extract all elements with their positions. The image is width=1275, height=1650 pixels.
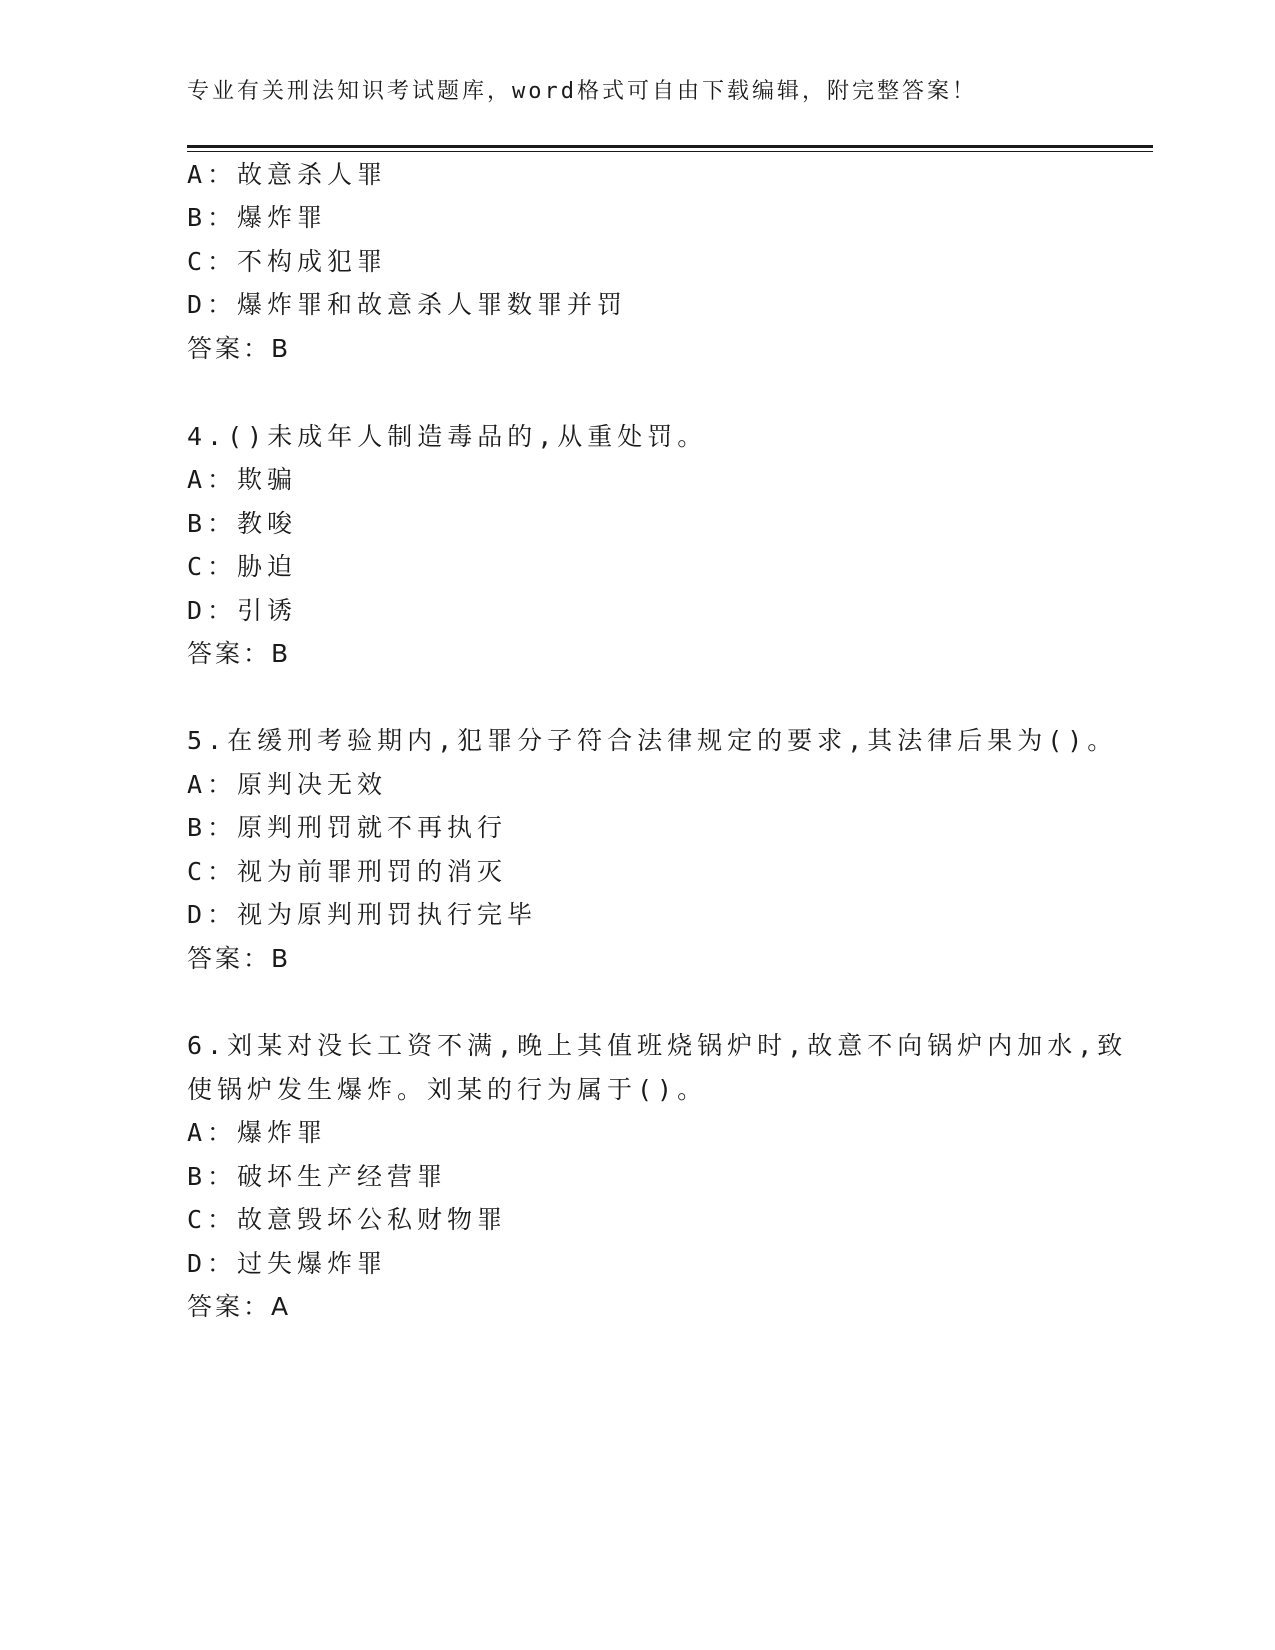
q4-answer: 答案：B: [187, 639, 292, 668]
q4-option-b: B：教唆: [187, 509, 298, 538]
q6-answer: 答案：A: [187, 1292, 292, 1321]
q3-option-b: B：爆炸罪: [187, 203, 328, 232]
q6-option-a: A：爆炸罪: [187, 1118, 328, 1147]
q6-option-b: B：破坏生产经营罪: [187, 1162, 448, 1191]
q6-option-d: D：过失爆炸罪: [187, 1249, 388, 1278]
q4-option-c: C：胁迫: [187, 552, 298, 581]
q4-question: 4.()未成年人制造毒品的,从重处罚。: [187, 422, 708, 451]
q4-option-d: D：引诱: [187, 596, 298, 625]
q5-option-b: B：原判刑罚就不再执行: [187, 813, 508, 842]
q5-option-a: A：原判决无效: [187, 770, 388, 799]
q5-question: 5.在缓刑考验期内,犯罪分子符合法律规定的要求,其法律后果为()。: [187, 726, 1118, 755]
q3-option-a: A：故意杀人罪: [187, 160, 388, 189]
q4-option-a: A：欺骗: [187, 465, 298, 494]
q3-option-c: C：不构成犯罪: [187, 247, 388, 276]
q5-option-c: C：视为前罪刑罚的消灭: [187, 857, 508, 886]
q6-question-line2: 使锅炉发生爆炸。刘某的行为属于()。: [187, 1075, 708, 1104]
header-rule-thick: [187, 145, 1153, 148]
header-rule-thin: [187, 151, 1153, 152]
q3-answer: 答案：B: [187, 334, 292, 363]
q5-answer: 答案：B: [187, 944, 292, 973]
q5-option-d: D：视为原判刑罚执行完毕: [187, 900, 538, 929]
q3-option-d: D：爆炸罪和故意杀人罪数罪并罚: [187, 290, 628, 319]
q6-question-line1: 6.刘某对没长工资不满,晚上其值班烧锅炉时,故意不向锅炉内加水,致: [187, 1031, 1128, 1060]
q6-option-c: C：故意毁坏公私财物罪: [187, 1205, 508, 1234]
page-header: 专业有关刑法知识考试题库，word格式可自由下载编辑，附完整答案！: [187, 79, 977, 104]
